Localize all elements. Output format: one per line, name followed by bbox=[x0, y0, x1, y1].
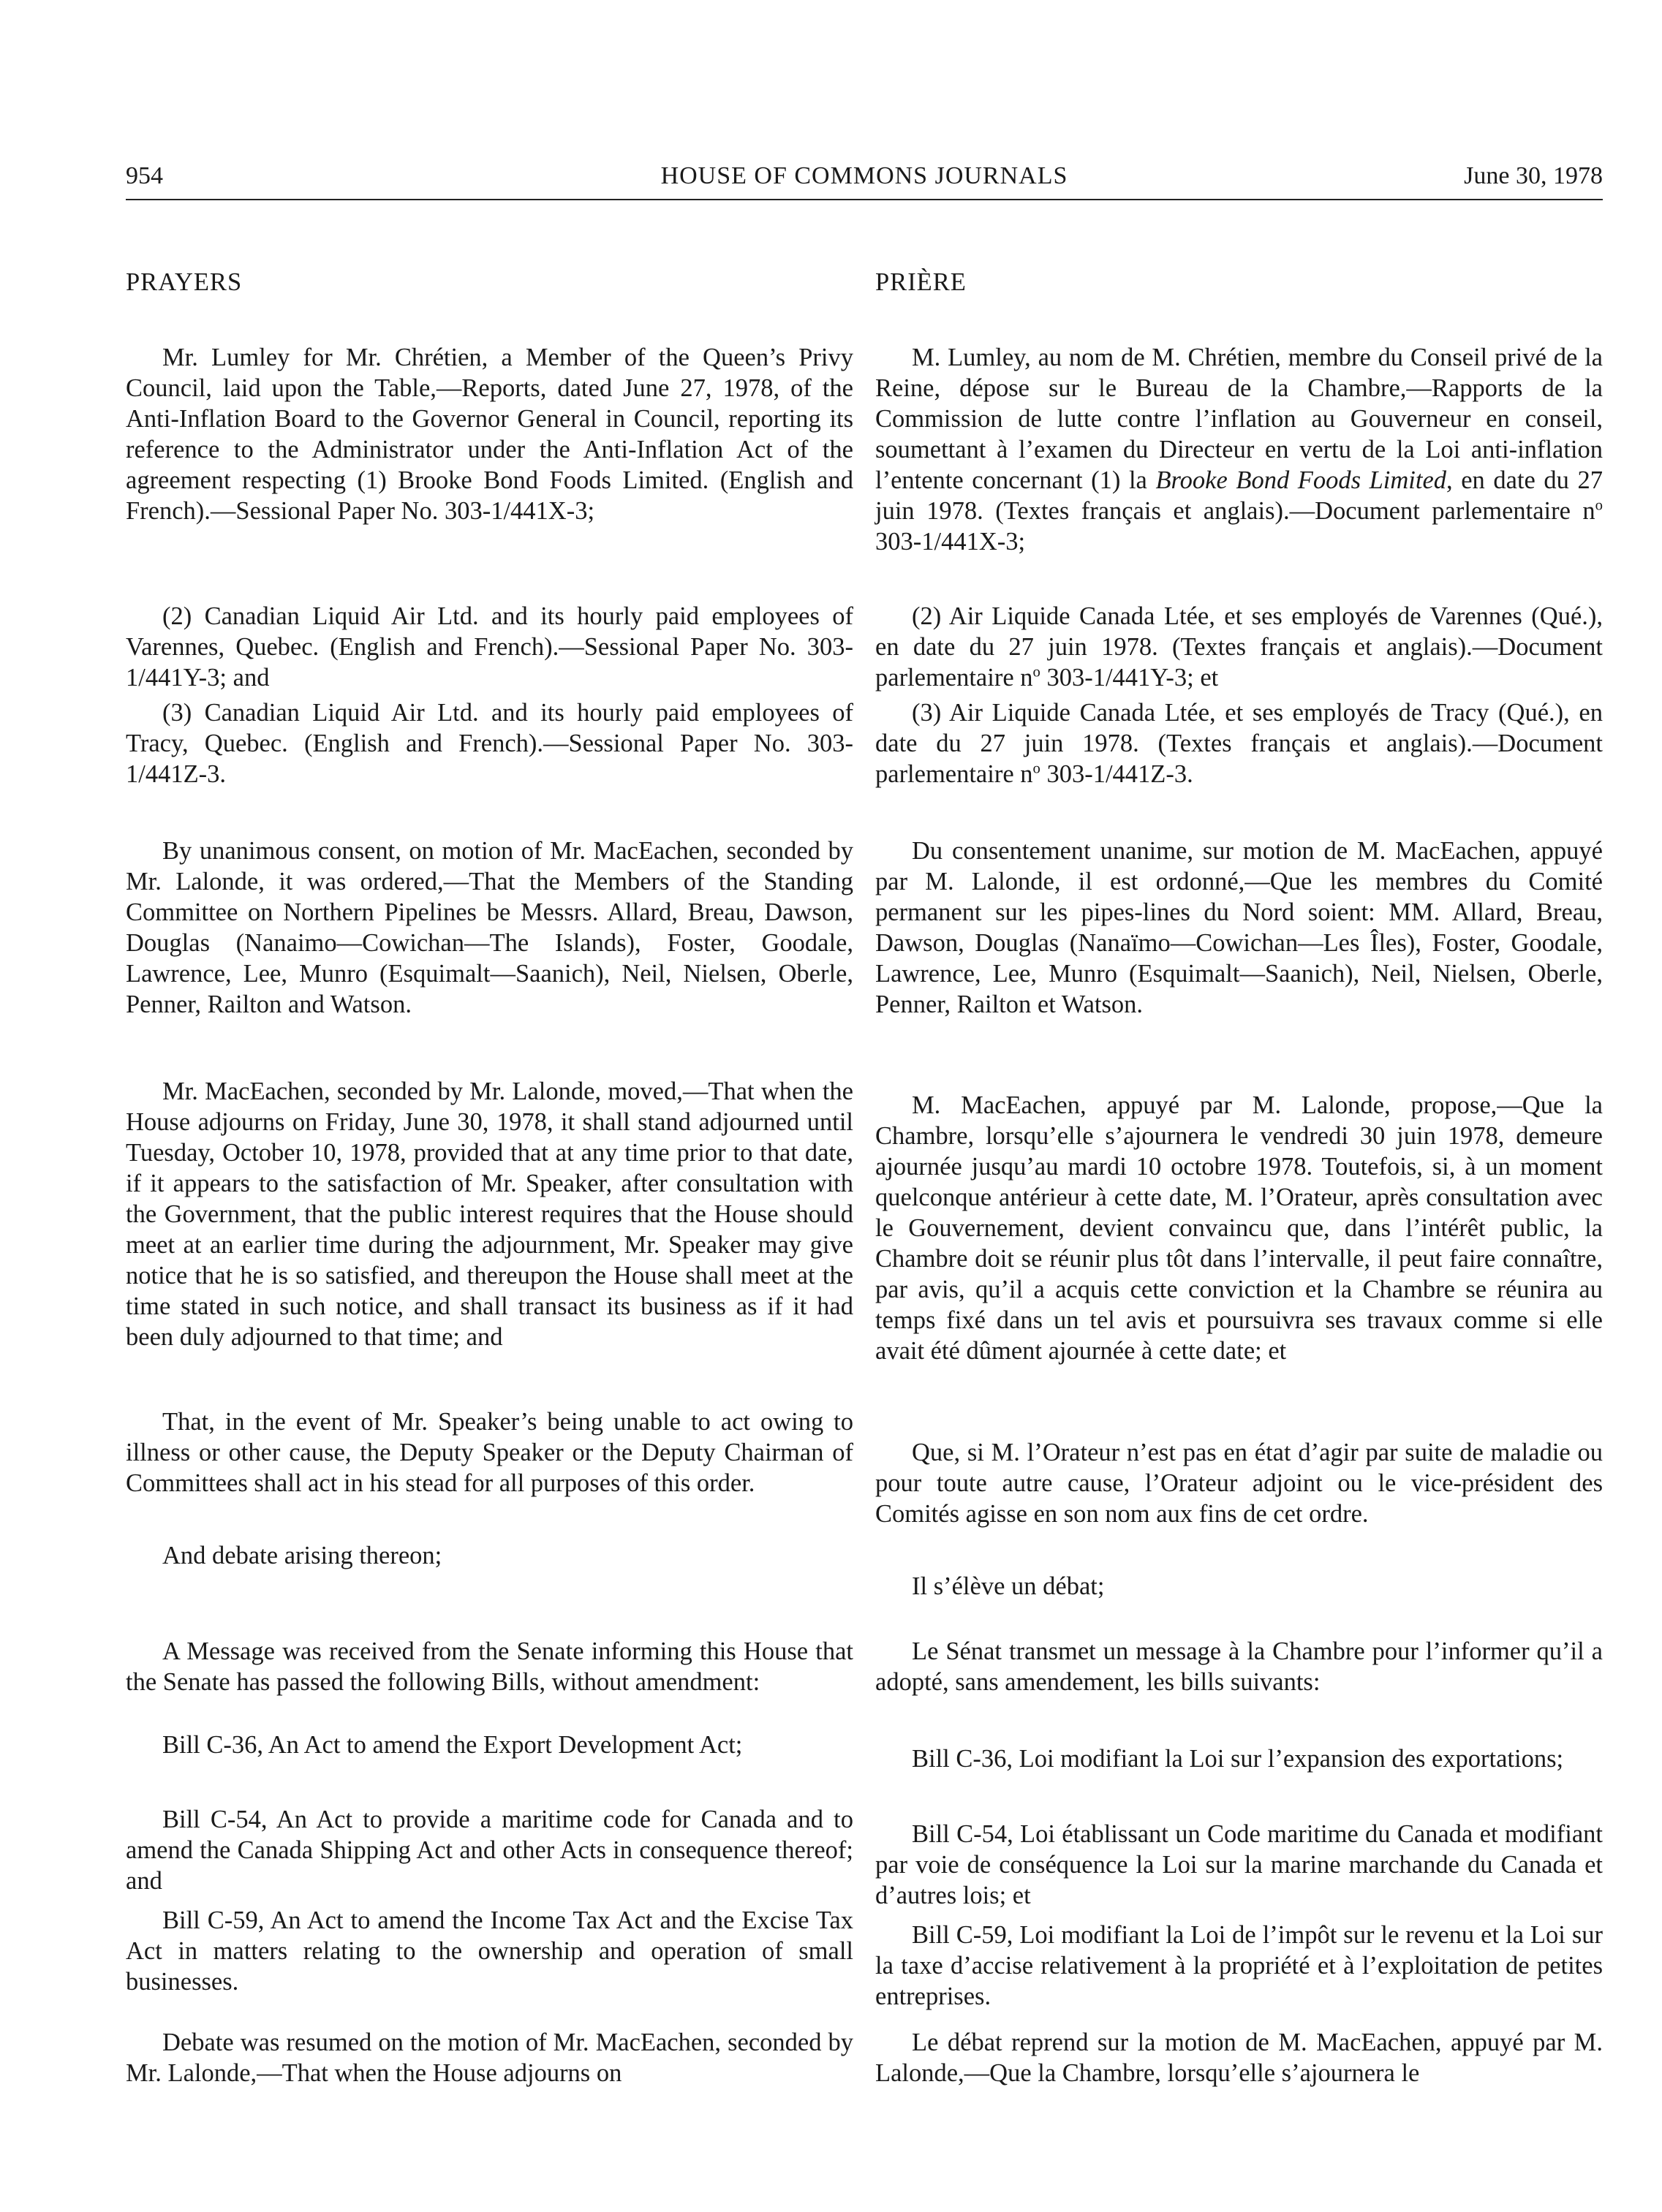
english-paragraph: Debate was resumed on the motion of Mr. MacEachen, seconded by Mr. Lalonde,—That when the House adjourns on bbox=[126, 2029, 853, 2087]
english-heading: PRAYERS bbox=[126, 268, 243, 296]
english-paragraph: Bill C-36, An Act to amend the Export Development Act; bbox=[162, 1731, 743, 1759]
french-paragraph: Du consentement unanime, sur motion de M. MacEachen, appuyé par M. Lalonde, il est ordonné,—Que les membres du Comité permanent sur les pipes-lines du Nord soient: MM. Allard, Breau, Dawson, Douglas (Nanaïmo—Cowichan—Les Îles), Foster, Goodale, Lawrence, Lee, Munro (Esquimalt—Saanich), Neil, Nielsen, Oberle, Penner, Railton et Watson. bbox=[875, 837, 1603, 1018]
page-date: June 30, 1978 bbox=[1464, 162, 1603, 189]
french-heading: PRIÈRE bbox=[875, 268, 967, 296]
french-paragraph: Il s’élève un débat; bbox=[912, 1572, 1105, 1600]
english-paragraph: Mr. Lumley for Mr. Chrétien, a Member of the Queen’s Privy Council, laid upon the Table,—Reports, dated June 27, 1978, of the Anti-Inflation Board to the Governor General in Council, reporting its reference to the Administrator under the Anti-Inflation Act of the agreement respecting (1) Brooke Bond Foods Limited. (English and French).—Sessional Paper No. 303-1/441X-3; bbox=[126, 344, 853, 525]
page-header bbox=[126, 162, 1603, 200]
english-paragraph: (3) Canadian Liquid Air Ltd. and its hourly paid employees of Tracy, Quebec. (English and French).—Sessional Paper No. 303-1/441Z-3. bbox=[126, 699, 853, 788]
french-paragraph: Bill C-36, Loi modifiant la Loi sur l’expansion des exportations; bbox=[912, 1745, 1564, 1773]
french-paragraph: (3) Air Liquide Canada Ltée, et ses employés de Tracy (Qué.), en date du 27 juin 1978. (Textes français et anglais).—Document parlementaire $n^o$ 303-1/441Z-3. bbox=[875, 699, 1603, 788]
french-paragraph: Le Sénat transmet un message à la Chambre pour l’informer qu’il a adopté, sans amendement, les bills suivants: bbox=[875, 1637, 1603, 1696]
english-paragraph: By unanimous consent, on motion of Mr. MacEachen, seconded by Mr. Lalonde, it was ordered,—That the Members of the Standing Committee on Northern Pipelines be Messrs. Allard, Breau, Dawson, Douglas (Nanaimo—Cowichan—The Islands), Foster, Goodale, Lawrence, Lee, Munro (Esquimalt—Saanich), Neil, Nielsen, Oberle, Penner, Railton and Watson. bbox=[126, 837, 853, 1018]
english-paragraph: And debate arising thereon; bbox=[162, 1542, 442, 1569]
english-paragraph: (2) Canadian Liquid Air Ltd. and its hourly paid employees of Varennes, Quebec. (English and French).—Sessional Paper No. 303-1/441Y-3; and bbox=[126, 602, 853, 692]
french-paragraph: Que, si M. l’Orateur n’est pas en état d’agir par suite de maladie ou pour toute autre cause, l’Orateur adjoint ou le vice-président des Comités agisse en son nom aux fins de cet ordre. bbox=[875, 1439, 1603, 1528]
english-paragraph: Mr. MacEachen, seconded by Mr. Lalonde, moved,—That when the House adjourns on Friday, June 30, 1978, it shall stand adjourned until Tuesday, October 10, 1978, provided that at any time prior to that date, if it appears to the satisfaction of Mr. Speaker, after consultation with the Government, that the public interest requires that the House should meet at an earlier time during the adjournment, Mr. Speaker may give notice that he is so satisfied, and thereupon the House shall meet at the time stated in such notice, and shall transact its business as if it had been duly adjourned to that time; and bbox=[126, 1077, 853, 1351]
english-paragraph: Bill C-54, An Act to provide a maritime code for Canada and to amend the Canada Shipping Act and other Acts in consequence thereof; and bbox=[126, 1806, 853, 1895]
french-paragraph: Bill C-59, Loi modifiant la Loi de l’impôt sur le revenu et la Loi sur la taxe d’accise relativement à la propriété et à l’exploitation de petites entreprises. bbox=[875, 1921, 1603, 2010]
journal-title: HOUSE OF COMMONS JOURNALS bbox=[660, 162, 1068, 189]
french-paragraph: (2) Air Liquide Canada Ltée, et ses employés de Varennes (Qué.), en date du 27 juin 1978. (Textes français et anglais).—Document parlementaire $n^o$ 303-1/441Y-3; et bbox=[875, 602, 1603, 692]
french-paragraph: Le débat reprend sur la motion de M. MacEachen, appuyé par M. Lalonde,—Que la Chambre, lorsqu’elle s’ajournera le bbox=[875, 2029, 1603, 2087]
french-paragraph: Bill C-54, Loi établissant un Code maritime du Canada et modifiant par voie de conséquence la Loi sur la marine marchande du Canada et d’autres lois; et bbox=[875, 1820, 1603, 1909]
english-paragraph: A Message was received from the Senate informing this House that the Senate has passed the following Bills, without amendment: bbox=[126, 1637, 853, 1696]
english-paragraph: That, in the event of Mr. Speaker’s being unable to act owing to illness or other cause, the Deputy Speaker or the Deputy Chairman of Committees shall act in his stead for all purposes of this order. bbox=[126, 1408, 853, 1497]
page-number: 954 bbox=[126, 162, 163, 189]
french-paragraph: M. MacEachen, appuyé par M. Lalonde, propose,—Que la Chambre, lorsqu’elle s’ajournera le vendredi 30 juin 1978, demeure ajournée jusqu’au mardi 10 octobre 1978. Toutefois, si, à un moment quelconque antérieur à cette date, M. l’Orateur, après consultation avec le Gouvernement, devient convaincu que, dans l’intérêt public, la Chambre doit se réunir plus tôt dans l’intervalle, il peut faire connaître, par avis, qu’il a acquis cette conviction et la Chambre se réunira au temps fixé dans un tel avis et poursuivra ses travaux comme si elle avait été dûment ajournée à cette date; et bbox=[875, 1091, 1603, 1365]
french-paragraph: M. Lumley, au nom de M. Chrétien, membre du Conseil privé de la Reine, dépose sur le Bureau de la Chambre,—Rapports de la Commission de lutte contre l’inflation au Gouverneur en conseil, soumettant à l’examen du Directeur en vertu de la Loi anti-inflation l’entente concernant (1) la Brooke Bond Foods Limited, en date du 27 juin 1978. (Textes français et anglais).—Document parlementaire $n^o$ 303-1/441X-3; bbox=[875, 344, 1603, 556]
english-paragraph: Bill C-59, An Act to amend the Income Tax Act and the Excise Tax Act in matters relating to the ownership and operation of small businesses. bbox=[126, 1906, 853, 1996]
